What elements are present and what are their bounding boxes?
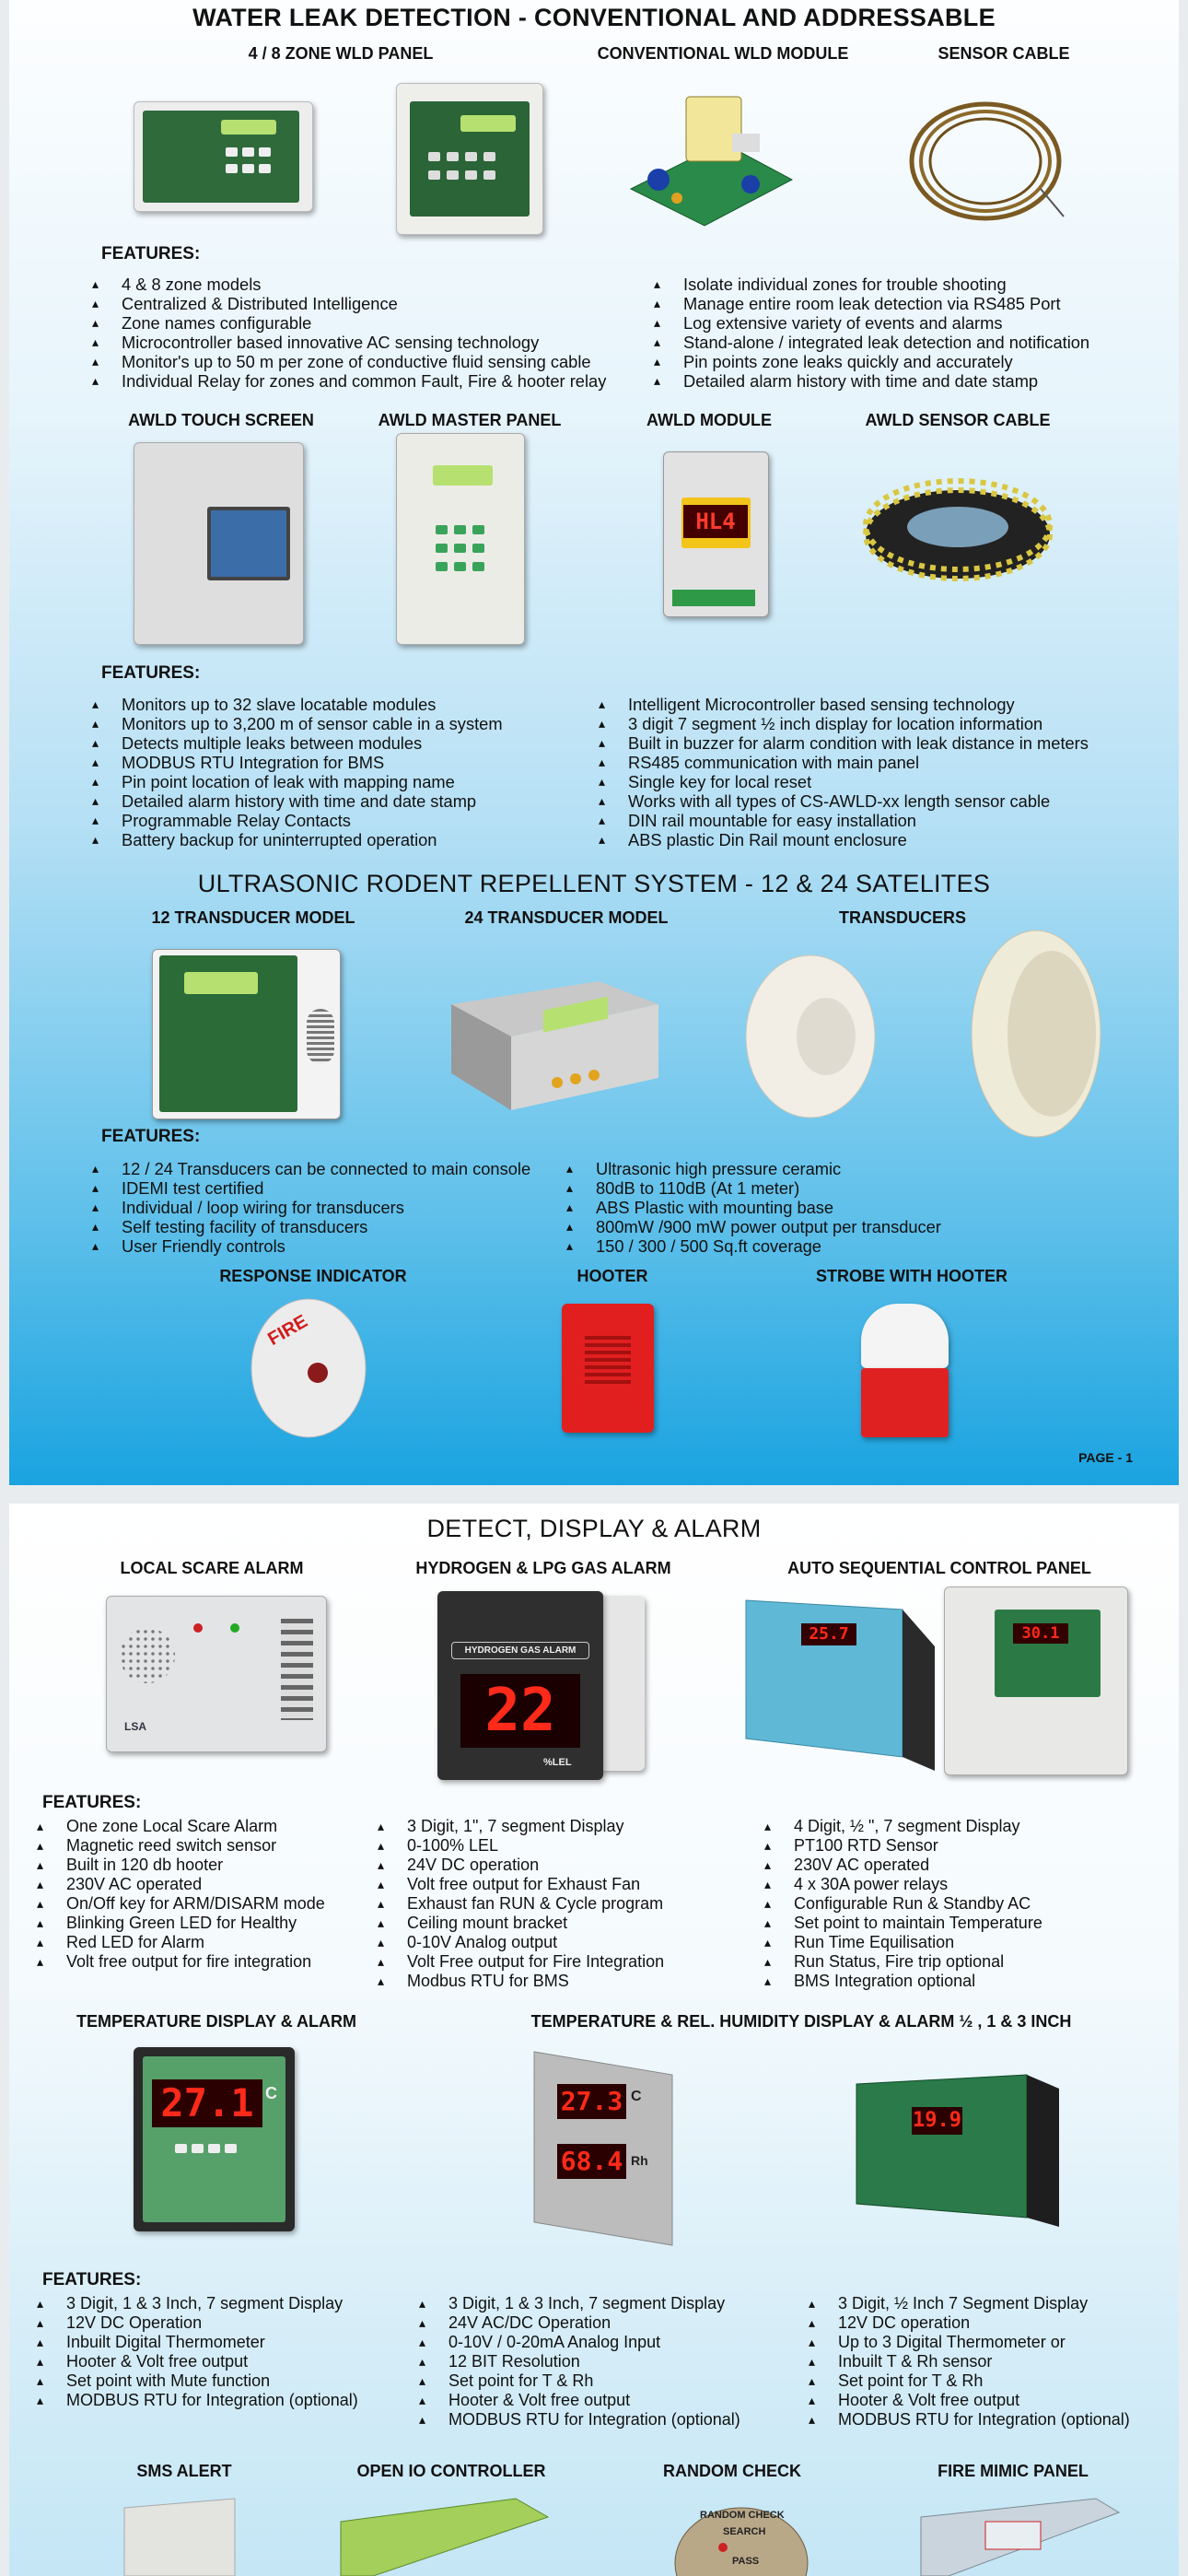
- feature-item: ▴ Ceiling mount bracket: [378, 1914, 664, 1933]
- feature-item: ▴ 0-100% LEL: [378, 1836, 664, 1856]
- feature-item: ▴ 80dB to 110dB (At 1 meter): [566, 1178, 941, 1198]
- feature-item: ▴ Stand-alone / integrated leak detection and notification: [654, 333, 1089, 352]
- feature-item: ▴ ABS Plastic with mounting base: [566, 1198, 941, 1217]
- feature-item: ▴ 12 BIT Resolution: [419, 2352, 740, 2371]
- label-temp-humidity-display: TEMPERATURE & REL. HUMIDITY DISPLAY & ALARM ½ , 1 & 3 INCH: [530, 2012, 1072, 2031]
- local-scare-alarm-image: [92, 1591, 341, 1771]
- feature-item: ▴ 3 Digit, 1 & 3 Inch, 7 segment Display: [419, 2294, 740, 2313]
- feature-item: ▴ Individual Relay for zones and common Fault, Fire & hooter relay: [92, 371, 606, 391]
- celsius-unit: C: [265, 2084, 277, 2102]
- feature-item: ▴ Magnetic reed switch sensor: [37, 1836, 325, 1856]
- features-heading-2: FEATURES:: [101, 663, 201, 683]
- feature-item: ▴ 3 digit 7 segment ½ inch display for location information: [599, 714, 1089, 733]
- feature-item: ▴ PT100 RTD Sensor: [764, 1836, 1042, 1856]
- label-12-transducer: 12 TRANSDUCER MODEL: [151, 908, 355, 927]
- fire-mimic-panel-image: [912, 2494, 1124, 2576]
- feature-item: ▴ RS485 communication with main panel: [599, 753, 1089, 772]
- feature-item: ▴ Pin points zone leaks quickly and accurately: [654, 352, 1089, 371]
- feature-item: ▴ Run Status, Fire trip optional: [764, 1952, 1042, 1972]
- feature-item: ▴ Up to 3 Digital Thermometer or: [809, 2333, 1130, 2352]
- feature-item: ▴ Inbuilt T & Rh sensor: [809, 2352, 1130, 2371]
- feature-item: ▴ Hooter & Volt free output: [419, 2391, 740, 2410]
- feature-item: ▴ Pin point location of leak with mapping name: [92, 772, 503, 791]
- feature-item: ▴ 0-10V Analog output: [378, 1933, 664, 1952]
- feature-item: ▴ 3 Digit, 1", 7 segment Display: [378, 1817, 664, 1836]
- feature-item: ▴ Programmable Relay Contacts: [92, 811, 503, 830]
- feature-item: ▴ Monitors up to 3,200 m of sensor cable in a system: [92, 714, 503, 733]
- label-hooter: HOOTER: [577, 1267, 648, 1285]
- feature-item: ▴ Detailed alarm history with time and date stamp: [92, 791, 503, 811]
- feature-item: ▴ 12V DC operation: [809, 2313, 1130, 2333]
- features-list-gas: [378, 1817, 664, 1991]
- feature-item: ▴ Log extensive variety of events and alarms: [654, 313, 1089, 333]
- temperature-display: 27.1: [152, 2079, 262, 2127]
- rodent-12-model-image: [152, 944, 355, 1124]
- feature-item: ▴ Ultrasonic high pressure ceramic: [566, 1159, 941, 1178]
- feature-item: ▴ 150 / 300 / 500 Sq.ft coverage: [566, 1236, 941, 1256]
- awld-master-panel-image: [391, 433, 530, 650]
- features-heading-p2-1: FEATURES:: [42, 1793, 142, 1812]
- zone-panel-4-image: [134, 92, 318, 221]
- label-transducers: TRANSDUCERS: [838, 908, 966, 927]
- hydrogen-gas-alarm-image: [433, 1587, 654, 1785]
- feature-item: ▴ Volt free output for fire integration: [37, 1952, 325, 1972]
- label-awld-cable: AWLD SENSOR CABLE: [865, 411, 1051, 429]
- feature-item: ▴ Set point for T & Rh: [419, 2371, 740, 2391]
- features-list-rodent-left: [92, 1159, 530, 1256]
- label-open-io: OPEN IO CONTROLLER: [356, 2462, 546, 2480]
- small-temp-humidity-display-image: [852, 2066, 1064, 2231]
- label-sensor-cable: SENSOR CABLE: [938, 44, 1070, 63]
- hooter-image: [557, 1299, 663, 1437]
- trh-celsius-unit: C: [631, 2089, 642, 2104]
- feature-item: ▴ Microcontroller based innovative AC sensing technology: [92, 333, 606, 352]
- features-list-temperature: [37, 2294, 358, 2410]
- feature-item: ▴ 0-10V / 0-20mA Analog Input: [419, 2333, 740, 2352]
- features-heading-1: FEATURES:: [101, 244, 201, 263]
- feature-item: ▴ Exhaust fan RUN & Cycle program: [378, 1894, 664, 1914]
- features-list-awld-left: [92, 695, 503, 849]
- label-24-transducer: 24 TRANSDUCER MODEL: [464, 908, 669, 927]
- asc-display-2: 30.1: [1013, 1623, 1068, 1644]
- feature-item: ▴ Monitor's up to 50 m per zone of conductive fluid sensing cable: [92, 352, 606, 371]
- feature-item: ▴ Built in buzzer for alarm condition with leak distance in meters: [599, 733, 1089, 753]
- feature-item: ▴ 230V AC operated: [764, 1856, 1042, 1875]
- page-number: PAGE - 1: [1078, 1450, 1133, 1465]
- features-list-rodent-right: [566, 1159, 941, 1256]
- feature-item: ▴ 12 / 24 Transducers can be connected to main console: [92, 1159, 530, 1178]
- feature-item: ▴ MODBUS RTU for Integration (optional): [419, 2410, 740, 2430]
- feature-item: ▴ Centralized & Distributed Intelligence: [92, 294, 606, 313]
- feature-item: ▴ Red LED for Alarm: [37, 1933, 325, 1952]
- feature-item: ▴ Set point with Mute function: [37, 2371, 358, 2391]
- rodent-24-model-image: [442, 963, 663, 1119]
- feature-item: ▴ 24V AC/DC Operation: [419, 2313, 740, 2333]
- features-list-awld-right: [599, 695, 1089, 849]
- label-awld-touch: AWLD TOUCH SCREEN: [128, 411, 314, 429]
- features-list-scare: [37, 1817, 325, 1972]
- label-strobe-hooter: STROBE WITH HOOTER: [816, 1267, 1007, 1285]
- feature-item: ▴ IDEMI test certified: [92, 1178, 530, 1198]
- feature-item: ▴ Isolate individual zones for trouble shooting: [654, 275, 1089, 294]
- zone-panel-8-image: [387, 83, 553, 240]
- feature-item: ▴ Detailed alarm history with time and date stamp: [654, 371, 1089, 391]
- trh-humidity-display: 68.4: [557, 2144, 626, 2179]
- feature-item: ▴ Blinking Green LED for Healthy: [37, 1914, 325, 1933]
- feature-item: ▴ Run Time Equilisation: [764, 1933, 1042, 1952]
- page-1: [9, 0, 1179, 1485]
- pass-text: PASS: [732, 2556, 760, 2567]
- feature-item: ▴ Inbuilt Digital Thermometer: [37, 2333, 358, 2352]
- response-indicator-image: [244, 1294, 373, 1442]
- feature-item: ▴ 4 x 30A power relays: [764, 1875, 1042, 1894]
- label-auto-sequential: AUTO SEQUENTIAL CONTROL PANEL: [787, 1559, 1091, 1577]
- features-list-small-trh: [809, 2294, 1130, 2430]
- label-fire-mimic: FIRE MIMIC PANEL: [938, 2462, 1089, 2480]
- gas-alarm-name: HYDROGEN GAS ALARM: [451, 1642, 589, 1659]
- feature-item: ▴ Intelligent Microcontroller based sensing technology: [599, 695, 1089, 714]
- label-gas-alarm: HYDROGEN & LPG GAS ALARM: [415, 1559, 671, 1577]
- rh-unit: Rh: [631, 2153, 648, 2168]
- feature-item: ▴ DIN rail mountable for easy installation: [599, 811, 1089, 830]
- label-conventional-module: CONVENTIONAL WLD MODULE: [597, 44, 849, 63]
- feature-item: ▴ Built in 120 db hooter: [37, 1856, 325, 1875]
- feature-item: ▴ On/Off key for ARM/DISARM mode: [37, 1894, 325, 1914]
- awld-module-display: HL4: [683, 505, 748, 538]
- feature-item: ▴ User Friendly controls: [92, 1236, 530, 1256]
- small-display: 19.9: [912, 2107, 962, 2135]
- fire-label: FIRE: [264, 1311, 311, 1350]
- features-list-auto-sequential: [764, 1817, 1042, 1991]
- page-title: WATER LEAK DETECTION - CONVENTIONAL AND ADDRESSABLE: [192, 4, 996, 31]
- sms-alert-image: [111, 2494, 249, 2576]
- label-awld-module: AWLD MODULE: [646, 411, 772, 429]
- feature-item: ▴ Self testing facility of transducers: [92, 1217, 530, 1236]
- feature-item: ▴ MODBUS RTU Integration for BMS: [92, 753, 503, 772]
- feature-item: ▴ Detects multiple leaks between modules: [92, 733, 503, 753]
- open-io-controller-image: [332, 2494, 553, 2576]
- feature-item: ▴ Modbus RTU for BMS: [378, 1972, 664, 1991]
- random-check-text: RANDOM CHECK: [700, 2510, 785, 2521]
- feature-item: ▴ Set point for T & Rh: [809, 2371, 1130, 2391]
- auto-sequential-panel-1-image: [718, 1591, 939, 1771]
- transducer-side-image: [967, 926, 1105, 1142]
- page-2-title: DETECT, DISPLAY & ALARM: [426, 1515, 762, 1542]
- feature-item: ▴ Single key for local reset: [599, 772, 1089, 791]
- section-title-rodent: ULTRASONIC RODENT REPELLENT SYSTEM - 12 & 24 SATELITES: [197, 870, 991, 897]
- features-heading-3: FEATURES:: [101, 1127, 201, 1146]
- features-list-trh: [419, 2294, 740, 2430]
- label-random-check: RANDOM CHECK: [663, 2462, 801, 2480]
- feature-item: ▴ Volt free output for Exhaust Fan: [378, 1875, 664, 1894]
- trh-temperature-display: 27.3: [557, 2084, 626, 2119]
- label-sms-alert: SMS ALERT: [136, 2462, 232, 2480]
- feature-item: ▴ 4 Digit, ½ ", 7 segment Display: [764, 1817, 1042, 1836]
- feature-item: ▴ Monitors up to 32 slave locatable modules: [92, 695, 503, 714]
- temp-humidity-display-image: [525, 2047, 686, 2250]
- awld-touch-screen-image: [129, 442, 313, 650]
- label-temperature-display: TEMPERATURE DISPLAY & ALARM: [76, 2012, 357, 2031]
- feature-item: ▴ Zone names configurable: [92, 313, 606, 333]
- feature-item: ▴ ABS plastic Din Rail mount enclosure: [599, 830, 1089, 849]
- label-response-indicator: RESPONSE INDICATOR: [219, 1267, 407, 1285]
- page-2: [9, 1504, 1179, 2576]
- feature-item: ▴ Manage entire room leak detection via RS485 Port: [654, 294, 1089, 313]
- feature-item: ▴ 230V AC operated: [37, 1875, 325, 1894]
- label-local-scare-alarm: LOCAL SCARE ALARM: [120, 1559, 304, 1577]
- feature-item: ▴ 3 Digit, 1 & 3 Inch, 7 segment Display: [37, 2294, 358, 2313]
- feature-item: ▴ Set point to maintain Temperature: [764, 1914, 1042, 1933]
- feature-item: ▴ One zone Local Scare Alarm: [37, 1817, 325, 1836]
- random-check-image: [672, 2499, 810, 2576]
- conventional-module-image: [622, 78, 797, 235]
- gas-alarm-display: 22: [460, 1674, 580, 1748]
- lsa-label: LSA: [124, 1720, 146, 1733]
- awld-sensor-cable-image: [861, 470, 1054, 590]
- feature-item: ▴ MODBUS RTU for Integration (optional): [37, 2391, 358, 2410]
- lel-unit: %LEL: [543, 1757, 572, 1768]
- feature-item: ▴ Volt Free output for Fire Integration: [378, 1952, 664, 1972]
- feature-item: ▴ 4 & 8 zone models: [92, 275, 606, 294]
- sensor-cable-image: [903, 88, 1068, 235]
- label-zone-panel: 4 / 8 ZONE WLD PANEL: [248, 44, 434, 63]
- awld-module-image: [654, 451, 783, 622]
- temperature-display-image: [129, 2047, 304, 2236]
- feature-item: ▴ 12V DC Operation: [37, 2313, 358, 2333]
- feature-item: ▴ Hooter & Volt free output: [37, 2352, 358, 2371]
- feature-item: ▴ 800mW /900 mW power output per transducer: [566, 1217, 941, 1236]
- search-text: SEARCH: [723, 2526, 766, 2537]
- asc-display-1: 25.7: [801, 1623, 856, 1645]
- features-heading-p2-2: FEATURES:: [42, 2270, 142, 2289]
- feature-item: ▴ MODBUS RTU for Integration (optional): [809, 2410, 1130, 2430]
- feature-item: ▴ Individual / loop wiring for transducers: [92, 1198, 530, 1217]
- feature-item: ▴ 3 Digit, ½ Inch 7 Segment Display: [809, 2294, 1130, 2313]
- features-list-wld-right: [654, 275, 1089, 391]
- transducer-front-image: [741, 949, 879, 1124]
- features-list-wld-left: [92, 275, 606, 391]
- label-awld-master: AWLD MASTER PANEL: [378, 411, 562, 429]
- auto-sequential-panel-2-image: [939, 1587, 1137, 1780]
- feature-item: ▴ Configurable Run & Standby AC: [764, 1894, 1042, 1914]
- feature-item: ▴ BMS Integration optional: [764, 1972, 1042, 1991]
- strobe-hooter-image: [856, 1299, 958, 1442]
- feature-item: ▴ Battery backup for uninterrupted operation: [92, 830, 503, 849]
- feature-item: ▴ Hooter & Volt free output: [809, 2391, 1130, 2410]
- feature-item: ▴ Works with all types of CS-AWLD-xx length sensor cable: [599, 791, 1089, 811]
- feature-item: ▴ 24V DC operation: [378, 1856, 664, 1875]
